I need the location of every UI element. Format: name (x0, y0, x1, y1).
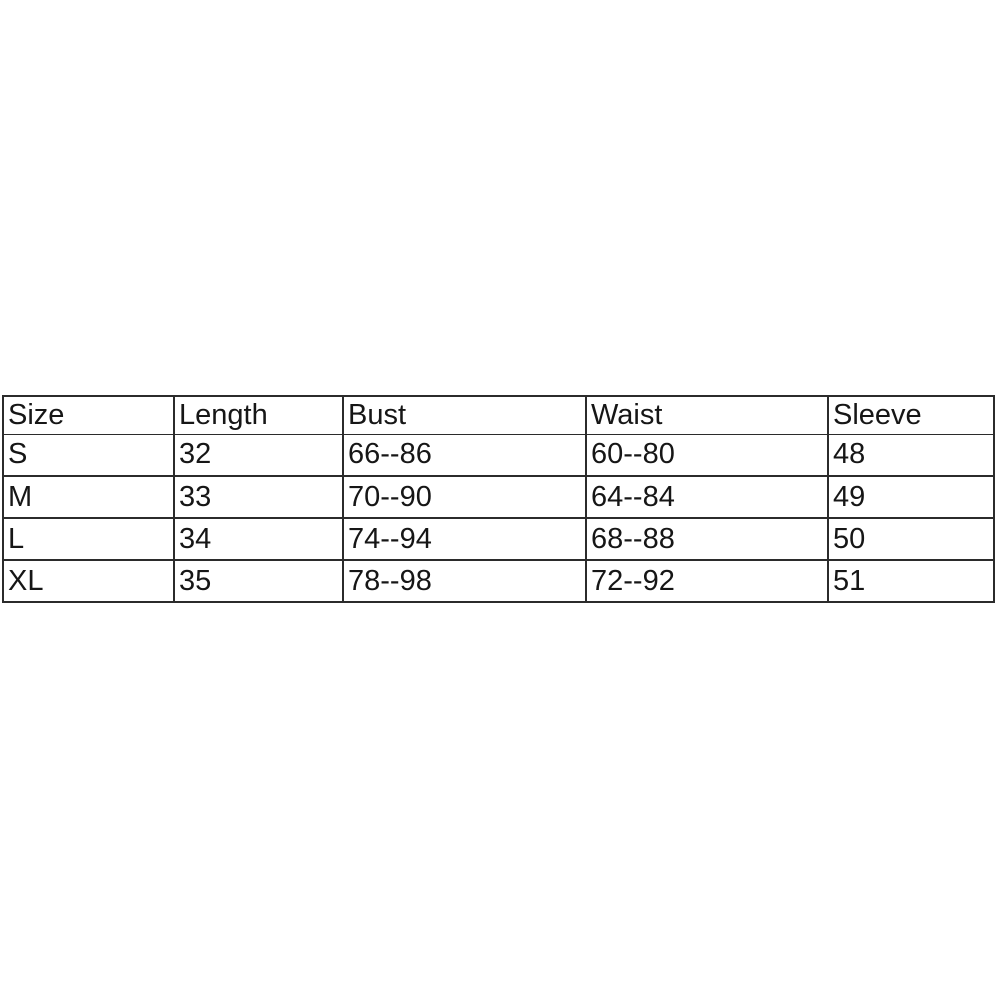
size-cell: L (3, 518, 174, 560)
length-cell: 35 (174, 560, 343, 602)
column-header-sleeve: Sleeve (828, 396, 994, 434)
bust-cell: 70--90 (343, 476, 586, 518)
waist-cell: 72--92 (586, 560, 828, 602)
column-header-bust: Bust (343, 396, 586, 434)
table-row-s (3, 434, 994, 476)
sleeve-cell: 50 (828, 518, 994, 560)
bust-cell: 66--86 (343, 434, 586, 476)
bust-cell: 74--94 (343, 518, 586, 560)
sleeve-cell: 49 (828, 476, 994, 518)
length-cell: 34 (174, 518, 343, 560)
waist-cell: 68--88 (586, 518, 828, 560)
table-header-row (3, 396, 994, 434)
size-cell: S (3, 434, 174, 476)
size-chart-table (2, 395, 995, 603)
sleeve-cell: 51 (828, 560, 994, 602)
waist-cell: 60--80 (586, 434, 828, 476)
size-chart (2, 395, 993, 603)
column-header-size: Size (3, 396, 174, 434)
table-row-xl (3, 560, 994, 602)
table-row-l (3, 518, 994, 560)
column-header-waist: Waist (586, 396, 828, 434)
table-row-m (3, 476, 994, 518)
waist-cell: 64--84 (586, 476, 828, 518)
bust-cell: 78--98 (343, 560, 586, 602)
size-cell: M (3, 476, 174, 518)
size-cell: XL (3, 560, 174, 602)
length-cell: 32 (174, 434, 343, 476)
length-cell: 33 (174, 476, 343, 518)
sleeve-cell: 48 (828, 434, 994, 476)
column-header-length: Length (174, 396, 343, 434)
